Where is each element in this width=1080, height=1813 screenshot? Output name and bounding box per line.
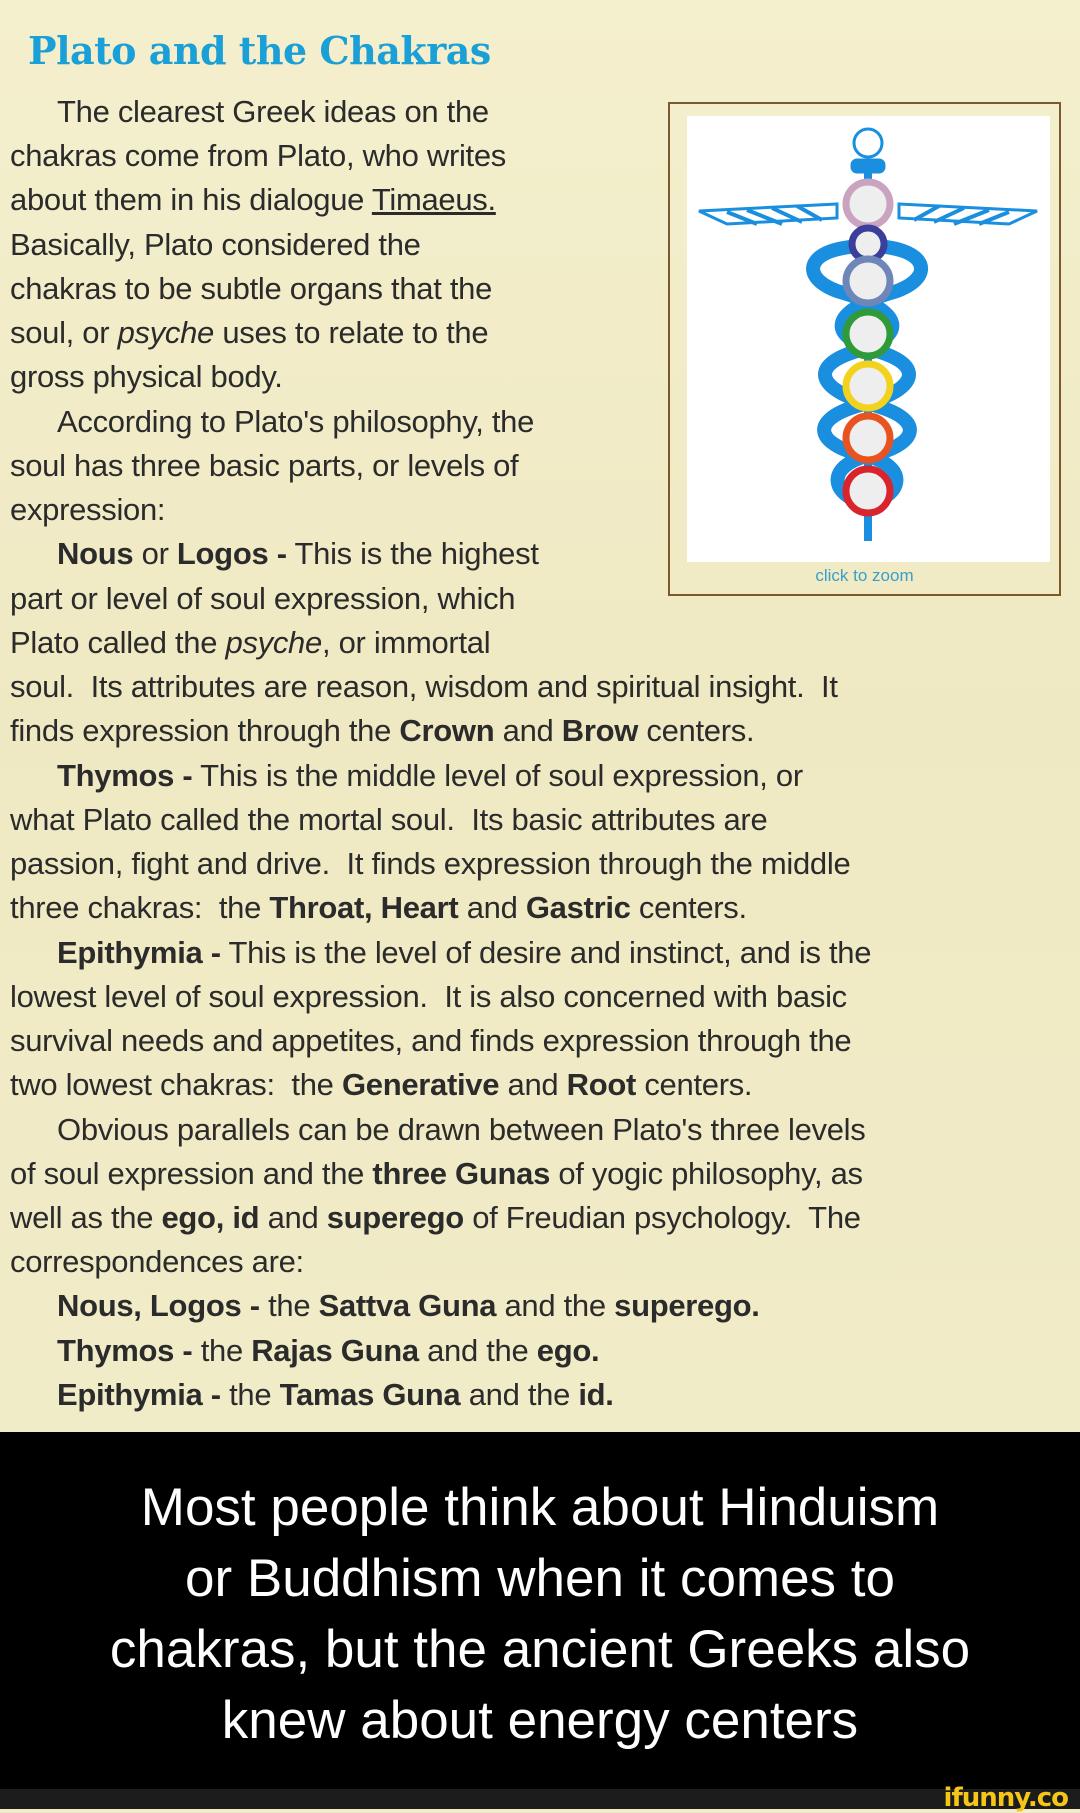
text-span: Throat, Heart <box>269 890 459 926</box>
chakra-icon <box>846 312 890 356</box>
text-span: finds expression through the <box>10 713 400 749</box>
text-span: uses to relate to the <box>214 315 489 351</box>
text-span: This is the highest <box>286 536 539 572</box>
text-span: Thymos - <box>57 1332 193 1368</box>
text-line <box>10 669 838 705</box>
chakra-icon <box>846 259 890 303</box>
text-line <box>10 890 747 926</box>
text-span: soul, or <box>10 315 118 351</box>
caption-line: Most people think about Hinduism <box>140 1478 940 1537</box>
chakra-icon <box>846 416 890 460</box>
text-line <box>10 359 283 395</box>
text-span: the <box>192 1332 252 1368</box>
text-span: ego, id <box>161 1200 260 1235</box>
text-line <box>10 1156 863 1192</box>
text-span: , or immortal <box>321 624 491 660</box>
text-span: soul has three basic parts, or levels of <box>10 447 519 483</box>
text-span: centers. <box>630 890 747 926</box>
text-span: and the <box>460 1376 579 1412</box>
text-line <box>10 625 490 661</box>
text-span: gross physical body. <box>10 359 283 395</box>
text-span: the <box>259 1288 319 1324</box>
text-span: and <box>494 713 562 749</box>
text-span: Sattva Guna <box>318 1288 497 1324</box>
text-span: Rajas Guna <box>251 1332 419 1368</box>
text-span: passion, fight and drive. It finds expression through the middle <box>10 846 851 882</box>
text-span: psyche <box>225 624 322 660</box>
text-line <box>10 979 847 1015</box>
text-span: and <box>259 1200 327 1235</box>
text-span: of yogic philosophy, as <box>550 1155 863 1191</box>
text-span: and <box>458 890 526 926</box>
text-span: Epithymia - <box>57 934 221 970</box>
text-line <box>10 182 496 218</box>
text-span: Obvious parallels can be drawn between Plato's three levels <box>57 1111 866 1147</box>
chakra-icon <box>852 228 884 260</box>
text-line <box>10 492 165 528</box>
text-span: the <box>220 1376 280 1412</box>
text-line <box>57 1112 865 1148</box>
text-line <box>10 846 850 882</box>
text-line <box>10 227 421 263</box>
text-span: Crown <box>399 713 495 749</box>
text-span: lowest level of soul expression. It is also concerned with basic <box>10 978 847 1014</box>
text-span: survival needs and appetites, and finds expression through the <box>10 1023 852 1059</box>
text-span: what Plato called the mortal soul. Its basic attributes are <box>10 801 768 837</box>
text-line <box>57 404 534 440</box>
text-span: three chakras: the <box>10 890 270 926</box>
text-span: Root <box>566 1067 637 1103</box>
text-span: well as the <box>10 1200 162 1235</box>
text-span: Logos - <box>176 536 287 572</box>
text-span: Plato called the <box>10 624 226 660</box>
text-span: ego. <box>536 1332 600 1368</box>
text-line <box>10 1023 851 1059</box>
text-span: The clearest Greek ideas on the <box>57 94 489 129</box>
text-span: two lowest chakras: the <box>10 1067 342 1103</box>
chakra-figure[interactable] <box>668 102 1061 596</box>
text-span: chakras come from Plato, who writes <box>10 138 507 174</box>
text-span: and <box>499 1067 567 1103</box>
text-span: superego <box>326 1200 464 1235</box>
chakra-icon <box>846 469 890 513</box>
text-line <box>10 1067 752 1103</box>
text-span: Generative <box>341 1067 500 1103</box>
text-line <box>57 94 489 130</box>
text-span: Tamas Guna <box>279 1376 461 1412</box>
text-span: and the <box>418 1332 537 1368</box>
text-span: psyche <box>117 315 215 351</box>
text-span: correspondences are: <box>10 1244 304 1280</box>
text-line <box>10 1244 304 1280</box>
text-span: soul. Its attributes are reason, wisdom and spiritual insight. It <box>10 669 838 705</box>
page-title: Plato and the Chakras <box>28 28 491 73</box>
text-span: Thymos - <box>57 757 193 793</box>
caption-line: chakras, but the ancient Greeks also <box>109 1620 971 1679</box>
text-line <box>10 448 518 484</box>
text-line <box>10 802 767 838</box>
text-span: about them in his dialogue <box>10 182 372 218</box>
text-span: id. <box>578 1376 614 1412</box>
text-span: chakras to be subtle organs that the <box>10 270 493 306</box>
text-span: This is the middle level of soul expression, or <box>192 757 803 793</box>
text-line <box>57 1333 599 1369</box>
caption-line: or Buddhism when it comes to <box>185 1549 895 1608</box>
text-line <box>57 1377 614 1413</box>
text-line <box>10 271 492 307</box>
text-span: expression: <box>10 492 166 528</box>
text-span: of Freudian psychology. The <box>463 1200 861 1235</box>
text-span: This is the level of desire and instinct, and is the <box>220 934 872 970</box>
text-span: and the <box>496 1288 615 1324</box>
text-line <box>57 536 539 572</box>
text-span: Basically, Plato considered the <box>10 226 421 262</box>
text-span: Gastric <box>525 890 631 926</box>
timaeus-link[interactable]: Timaeus. <box>371 182 496 218</box>
text-line <box>10 138 506 174</box>
text-line <box>57 1288 760 1324</box>
text-span: centers. <box>636 1067 753 1103</box>
text-span: centers. <box>638 713 755 749</box>
click-to-zoom-link[interactable]: click to zoom <box>815 566 914 585</box>
text-span: Epithymia - <box>57 1376 221 1412</box>
text-span: Nous <box>57 536 134 572</box>
text-line <box>10 581 515 617</box>
text-line <box>10 315 488 351</box>
caduceus-chakra-image[interactable] <box>687 116 1050 562</box>
text-line <box>10 1200 861 1236</box>
text-line <box>10 713 754 749</box>
text-span: According to Plato's philosophy, the <box>57 403 535 439</box>
footer-bar <box>0 1783 1080 1813</box>
text-span: Brow <box>561 713 639 749</box>
text-span: Nous, Logos - <box>57 1288 260 1324</box>
text-line <box>57 758 803 794</box>
text-line <box>57 935 871 971</box>
text-span: three Gunas <box>372 1155 551 1191</box>
text-span: or <box>133 536 177 572</box>
chakra-icon <box>846 182 890 226</box>
caption-line: knew about energy centers <box>221 1691 859 1750</box>
text-span: superego. <box>614 1288 760 1324</box>
text-span: of soul expression and the <box>10 1155 373 1191</box>
ifunny-logo[interactable]: ifunny.co <box>943 1783 1068 1813</box>
chakra-icon <box>846 364 890 408</box>
text-span: part or level of soul expression, which <box>10 580 516 616</box>
